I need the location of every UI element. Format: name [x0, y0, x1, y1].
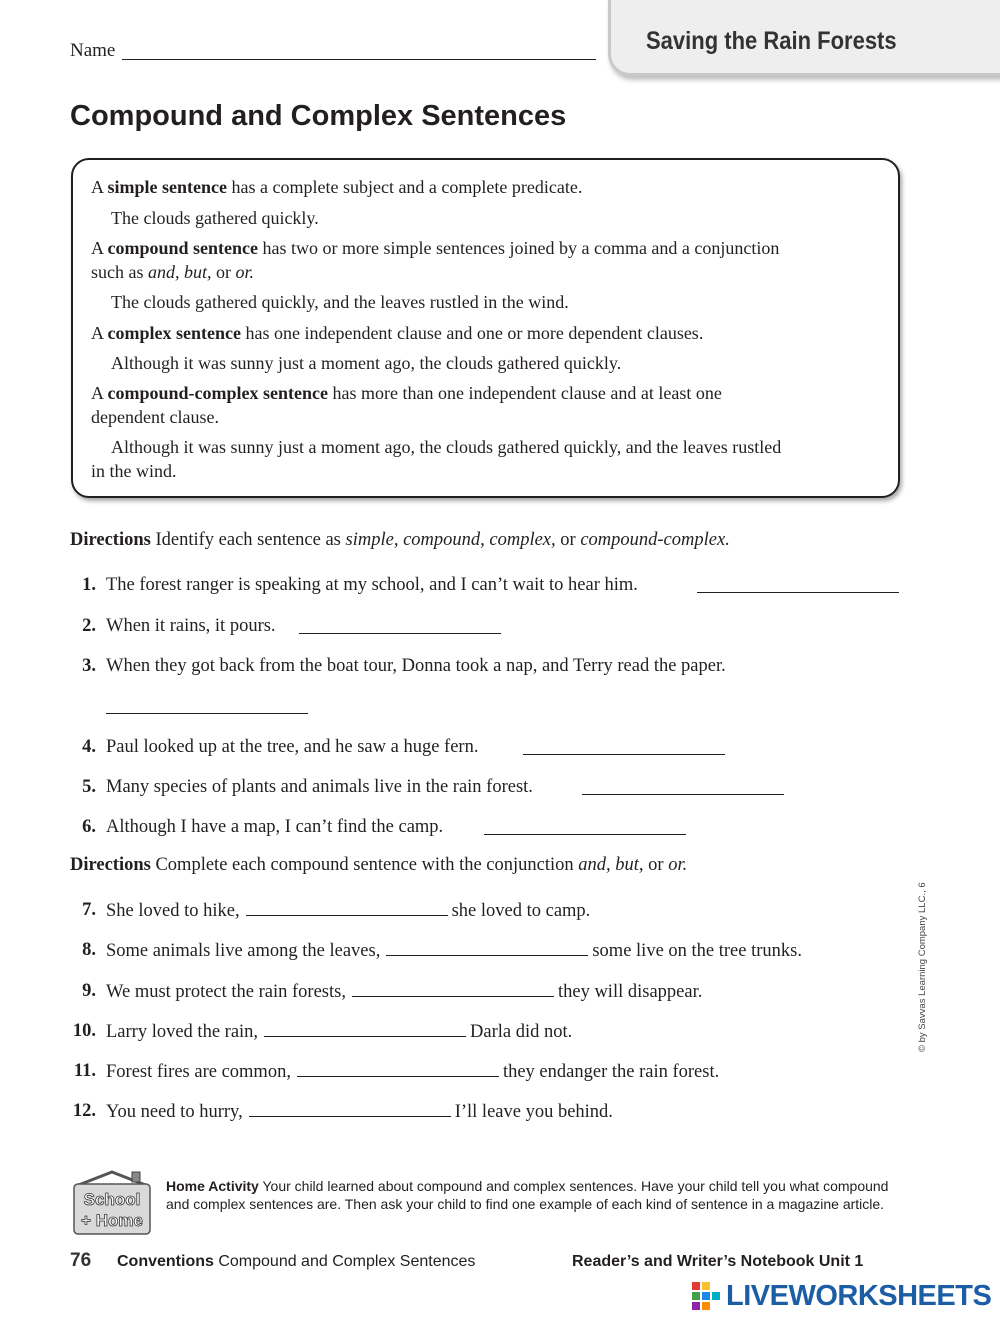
answer-blank-3[interactable] — [106, 713, 308, 714]
footer-notebook: Reader’s and Writer’s Notebook Unit 1 — [572, 1253, 864, 1270]
compound-definition-cont: such as and, but, or or. — [91, 262, 255, 282]
home-activity: Home Activity Your child learned about compound and complex sentences. Have your child tell you what compound and complex sentences are. Then ask your child to find one example of each kind of sentence in a magazine article. — [166, 1178, 889, 1212]
answer-blank-1[interactable] — [697, 592, 899, 593]
copyright-notice: © by Savvas Learning Company LLC., 6 — [917, 882, 928, 1052]
logo-text-school: School — [83, 1190, 141, 1209]
school-home-logo — [70, 1168, 154, 1238]
answer-blank-12[interactable] — [249, 1101, 451, 1117]
compound-example: The clouds gathered quickly, and the leaves rustled in the wind. — [111, 292, 569, 312]
compound-complex-definition: A compound-complex sentence has more than one independent clause and at least one — [91, 383, 722, 403]
answer-blank-6[interactable] — [484, 834, 686, 835]
footer-section: Conventions Compound and Complex Sentences — [117, 1253, 476, 1270]
liveworksheets-brand: LIVEWORKSHEETS — [726, 1280, 992, 1312]
complex-definition: A complex sentence has one independent clause and one or more dependent clauses. — [91, 323, 704, 343]
directions-identify: Directions Identify each sentence as simple, compound, complex, or compound-complex. — [70, 530, 730, 550]
simple-definition: A simple sentence has a complete subject and a complete predicate. — [91, 177, 583, 197]
compound-complex-example-cont: in the wind. — [91, 461, 177, 481]
name-field[interactable] — [122, 59, 596, 60]
name-label: Name — [70, 40, 116, 61]
page-number: 76 — [70, 1250, 92, 1271]
directions-complete: Directions Complete each compound sentence with the conjunction and, but, or or. — [70, 855, 688, 875]
compound-complex-example: Although it was sunny just a moment ago, the clouds gathered quickly, and the leaves rustled — [111, 437, 782, 457]
complex-example: Although it was sunny just a moment ago, the clouds gathered quickly. — [111, 353, 622, 373]
compound-definition: A compound sentence has two or more simple sentences joined by a comma and a conjunction — [91, 238, 780, 258]
logo-text-home: + Home — [81, 1211, 143, 1230]
answer-blank-8[interactable] — [386, 940, 588, 956]
page-title: Compound and Complex Sentences — [70, 100, 567, 132]
answer-blank-10[interactable] — [264, 1021, 466, 1037]
answer-blank-7[interactable] — [246, 900, 448, 916]
answer-blank-11[interactable] — [297, 1061, 499, 1077]
answer-blank-2[interactable] — [299, 633, 501, 634]
answer-blank-4[interactable] — [523, 754, 725, 755]
unit-title: Saving the Rain Forests — [646, 27, 897, 55]
compound-complex-definition-cont: dependent clause. — [91, 407, 219, 427]
liveworksheets-icon — [690, 1280, 722, 1314]
answer-blank-9[interactable] — [352, 981, 554, 997]
simple-example: The clouds gathered quickly. — [111, 208, 319, 228]
answer-blank-5[interactable] — [582, 794, 784, 795]
